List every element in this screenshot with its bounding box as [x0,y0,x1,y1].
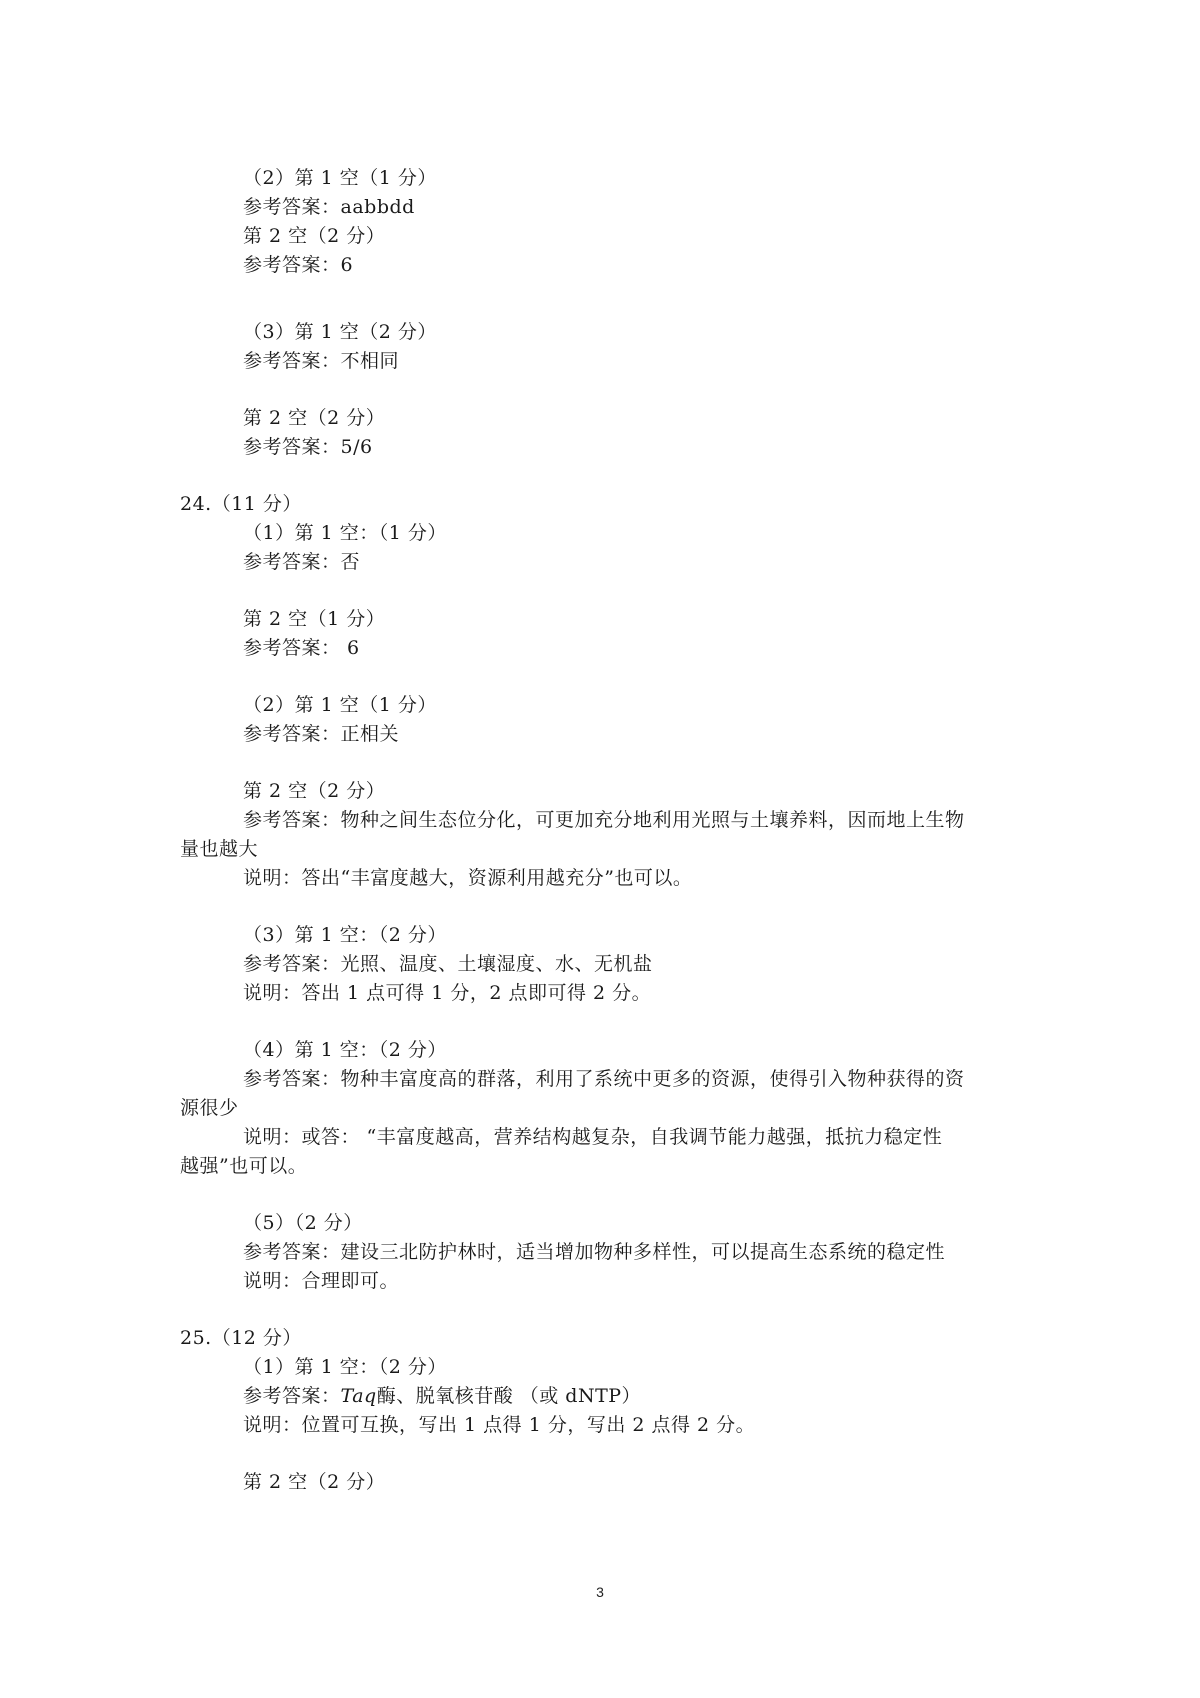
q25-title: 25.（12 分） [180,1327,302,1349]
q24-part2-blank2-note: 说明：答出“丰富度越大，资源利用越充分”也可以。 [243,867,693,889]
q24-part3-blank1-answer: 参考答案：光照、温度、土壤湿度、水、无机盐 [243,953,653,975]
q24-part2-blank1-answer: 参考答案：正相关 [243,723,400,745]
q24-part2-blank2-answer-line2: 量也越大 [180,838,259,860]
q23-part3-blank1-header: （3）第 1 空（2 分） [243,321,437,343]
q24-part2-blank2-answer-line1: 参考答案：物种之间生态位分化，可更加充分地利用光照与土壤养料，因而地上生物 [243,809,965,831]
q25-part1-blank1-answer [243,1382,641,1410]
q24-part1-blank1-header: （1）第 1 空：（1 分） [243,522,447,544]
q23-part2-blank2-header: 第 2 空（2 分） [243,225,386,247]
q25-part1-blank1-note: 说明：位置可互换，写出 1 点得 1 分，写出 2 点得 2 分。 [243,1414,756,1436]
q24-part2-blank1-header: （2）第 1 空（1 分） [243,694,437,716]
q24-part1-blank1-answer: 参考答案：否 [243,551,361,573]
q24-part3-blank1-note: 说明：答出 1 点可得 1 分，2 点即可得 2 分。 [243,982,652,1004]
q24-part1-blank2-header: 第 2 空（1 分） [243,608,386,630]
q24-part5-header: （5）（2 分） [243,1212,363,1234]
q24-part2-blank2-header: 第 2 空（2 分） [243,780,386,802]
q24-part4-blank1-answer-line2: 源很少 [180,1097,239,1119]
q23-part2-blank1-answer: 参考答案：aabbdd [243,196,415,218]
answer-prefix: 参考答案： [243,1385,341,1407]
q24-part1-blank2-answer: 参考答案： 6 [243,637,360,659]
page-number: 3 [596,1584,604,1600]
q25-part1-blank2-header: 第 2 空（2 分） [243,1471,386,1493]
q23-part3-blank2-answer: 参考答案：5/6 [243,436,373,458]
q23-part3-blank1-answer: 参考答案：不相同 [243,350,400,372]
answer-rest: 酶、脱氧核苷酸 （或 dNTP） [376,1385,642,1407]
q24-part3-blank1-header: （3）第 1 空：（2 分） [243,924,447,946]
q24-part5-answer: 参考答案：建设三北防护林时，适当增加物种多样性，可以提高生态系统的稳定性 [243,1241,946,1263]
q23-part2-blank2-answer: 参考答案：6 [243,254,354,276]
q24-part4-blank1-answer-line1: 参考答案：物种丰富度高的群落，利用了系统中更多的资源，使得引入物种获得的资 [243,1068,965,1090]
q24-part4-blank1-header: （4）第 1 空：（2 分） [243,1039,447,1061]
q24-part4-blank1-note-line2: 越强”也可以。 [180,1155,308,1177]
q24-part5-note: 说明：合理即可。 [243,1270,400,1292]
q24-part4-blank1-note-line1: 说明：或答： “丰富度越高，营养结构越复杂，自我调节能力越强，抵抗力稳定性 [243,1126,943,1148]
q23-part2-blank1-header: （2）第 1 空（1 分） [243,167,437,189]
q24-title: 24.（11 分） [180,493,302,515]
taq-term: Taq [340,1385,377,1407]
q25-part1-blank1-header: （1）第 1 空：（2 分） [243,1356,447,1378]
q23-part3-blank2-header: 第 2 空（2 分） [243,407,386,429]
